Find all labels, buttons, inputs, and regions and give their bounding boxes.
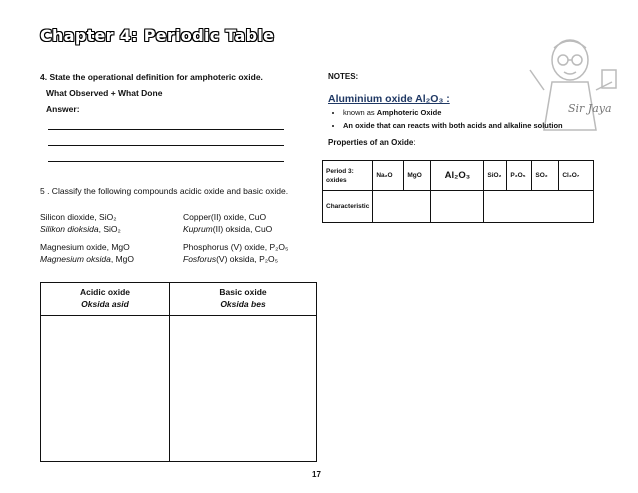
answer-line-3[interactable]: [48, 161, 284, 162]
compound-3-ms: Magnesium oksida, MgO: [40, 254, 135, 264]
compound-1-ms: Silikon dioksida, SiO₂: [40, 224, 121, 234]
characteristic-cell-acidic[interactable]: [484, 191, 594, 223]
question-5: 5 . Classify the following compounds acidic oxide and basic oxide.: [40, 186, 289, 196]
signature-watermark: Sir Jaya: [568, 102, 612, 115]
page-number: 17: [312, 470, 321, 479]
notes-bullets: [328, 108, 563, 134]
question-4: 4. State the operational definition for amphoteric oxide.: [40, 72, 263, 82]
compound-2-en: Copper(II) oxide, CuO: [183, 212, 267, 222]
page-title: Chapter 4: Periodic Table: [40, 26, 275, 45]
answer-label: Answer:: [46, 104, 80, 114]
oxide-mgo: MgO: [404, 161, 431, 191]
notes-bullet-1: • known as Amphoteric Oxide: [343, 108, 563, 117]
classification-table: [40, 282, 317, 462]
characteristic-cell-basic[interactable]: [373, 191, 431, 223]
answer-line-2[interactable]: [48, 145, 284, 146]
basic-oxide-answer-cell[interactable]: [170, 316, 316, 461]
answer-line-1[interactable]: [48, 129, 284, 130]
notes-title: Aluminium oxide Al₂O₃ :: [328, 93, 450, 105]
compound-2-ms: Kuprum(II) oksida, CuO: [183, 224, 273, 234]
oxide-al2o3: Al₂O₃: [431, 161, 484, 191]
acidic-oxide-header: Acidic oxide Oksida asid: [79, 287, 131, 309]
characteristic-cell-amphoteric[interactable]: [431, 191, 484, 223]
characteristic-label: Characteristic: [323, 191, 373, 223]
compound-4-ms: Fosforus(V) oksida, P₂O₅: [183, 254, 279, 264]
notes-bullet-2: • An oxide that can reacts with both acids and alkaline solution: [343, 121, 563, 130]
acidic-oxide-answer-cell[interactable]: [41, 316, 169, 461]
oxide-na2o: Na₂O: [373, 161, 404, 191]
table-row-header: Period 3: oxides: [323, 161, 373, 191]
compound-4-en: Phosphorus (V) oxide, P₂O₅: [183, 242, 289, 252]
properties-label: Properties of an Oxide:: [328, 138, 416, 147]
compound-3-en: Magnesium oxide, MgO: [40, 242, 130, 252]
oxide-properties-table: [322, 160, 594, 223]
oxide-p2o5: P₂O₅: [507, 161, 532, 191]
oxide-so2: SO₂: [532, 161, 559, 191]
question-4-hint: What Observed + What Done: [46, 88, 163, 98]
notes-heading: NOTES:: [328, 72, 359, 81]
basic-oxide-header: Basic oxide Oksida bes: [219, 287, 267, 309]
oxide-cl2o7: Cl₂O₇: [559, 161, 594, 191]
oxide-sio2: SiO₂: [484, 161, 507, 191]
compound-1-en: Silicon dioxide, SiO₂: [40, 212, 117, 222]
